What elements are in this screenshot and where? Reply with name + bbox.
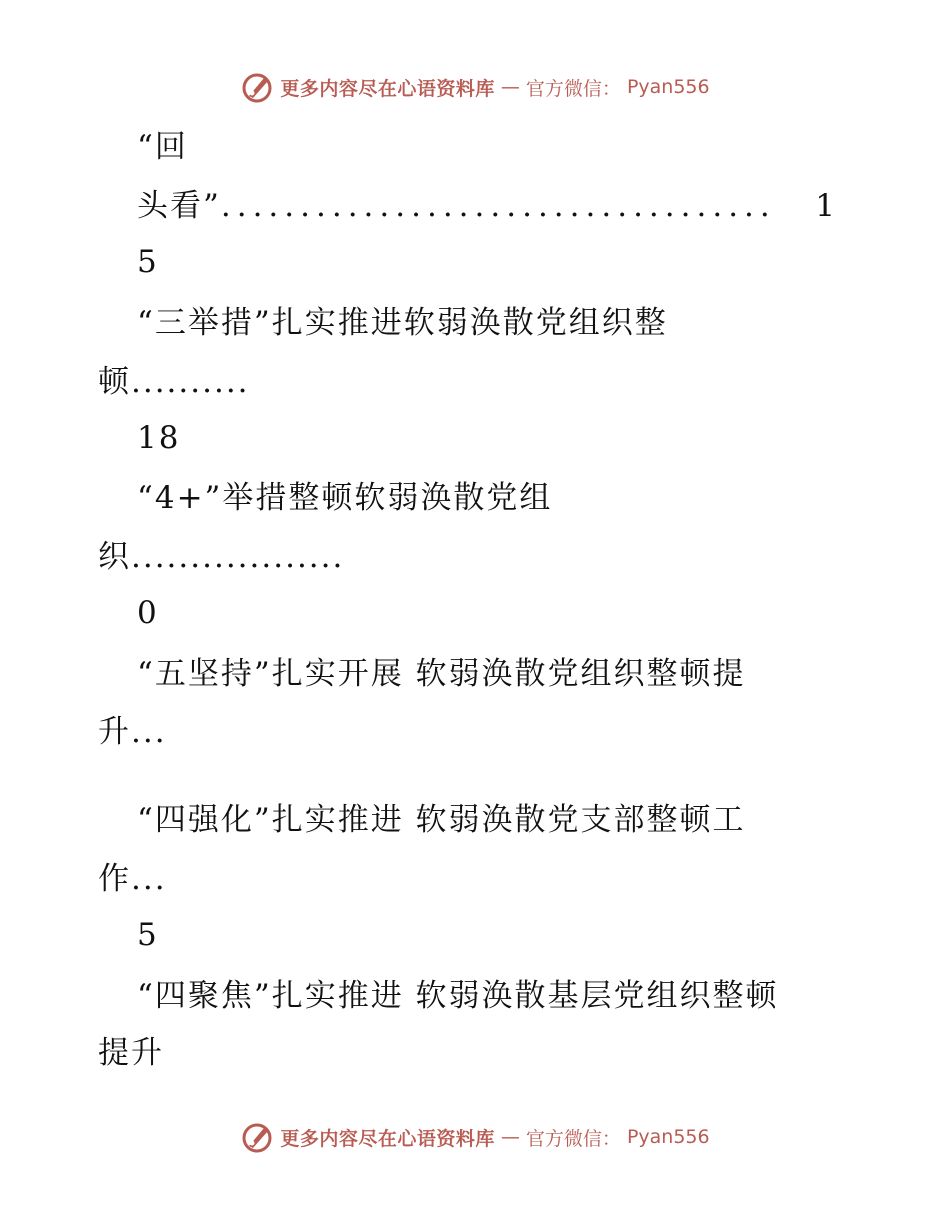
toc-entry-4-line-1: “五坚持”扎实开展 软弱涣散党组织整顿提	[137, 656, 746, 692]
toc-entry-2-line-1: “三举措”扎实推进软弱涣散党组织整	[137, 305, 668, 341]
pen-logo-icon	[240, 70, 274, 104]
toc-entry-6-line-2: 提升	[98, 1035, 164, 1071]
watermark-dash: —	[500, 1126, 520, 1148]
toc-entry-1-title-end: 头看”	[137, 188, 221, 224]
toc-entry-1-page-a: 1	[815, 188, 837, 224]
toc-entry-1-line-1: “回	[137, 129, 188, 165]
watermark-wechat-id: Pyan556	[626, 1126, 710, 1148]
pen-logo-icon	[240, 1120, 274, 1154]
toc-entry-5-line-1: “四强化”扎实推进 软弱涣散党支部整顿工	[137, 802, 746, 838]
toc-entry-1-page-b: 5	[137, 244, 159, 280]
watermark-text: 更多内容尽在心语资料库	[280, 1127, 495, 1150]
toc-entry-4-line-2: 升...	[98, 714, 167, 750]
toc-entry-5-line-2: 作...	[98, 861, 167, 897]
watermark-wechat-label: 官方微信：	[525, 1127, 621, 1150]
header-watermark	[0, 70, 950, 104]
toc-entry-2-line-2: 顿..........	[98, 364, 250, 400]
toc-entry-2-page: 18	[137, 420, 181, 456]
watermark-dash: —	[500, 76, 520, 98]
toc-entry-5-page: 5	[137, 917, 159, 953]
toc-entry-3-line-2: 织..................	[98, 539, 345, 575]
watermark-wechat-label: 官方微信：	[525, 77, 621, 100]
toc-entry-1-leader: ...................................	[220, 188, 776, 224]
toc-entry-3-page: 0	[137, 595, 159, 631]
footer-watermark	[0, 1120, 950, 1154]
toc-entry-1-line-2	[137, 186, 837, 226]
toc-entry-3-line-1: “4+”举措整顿软弱涣散党组	[137, 480, 553, 516]
watermark-text: 更多内容尽在心语资料库	[280, 77, 495, 100]
watermark-wechat-id: Pyan556	[626, 76, 710, 98]
toc-entry-6-line-1: “四聚焦”扎实推进 软弱涣散基层党组织整顿	[137, 978, 779, 1014]
